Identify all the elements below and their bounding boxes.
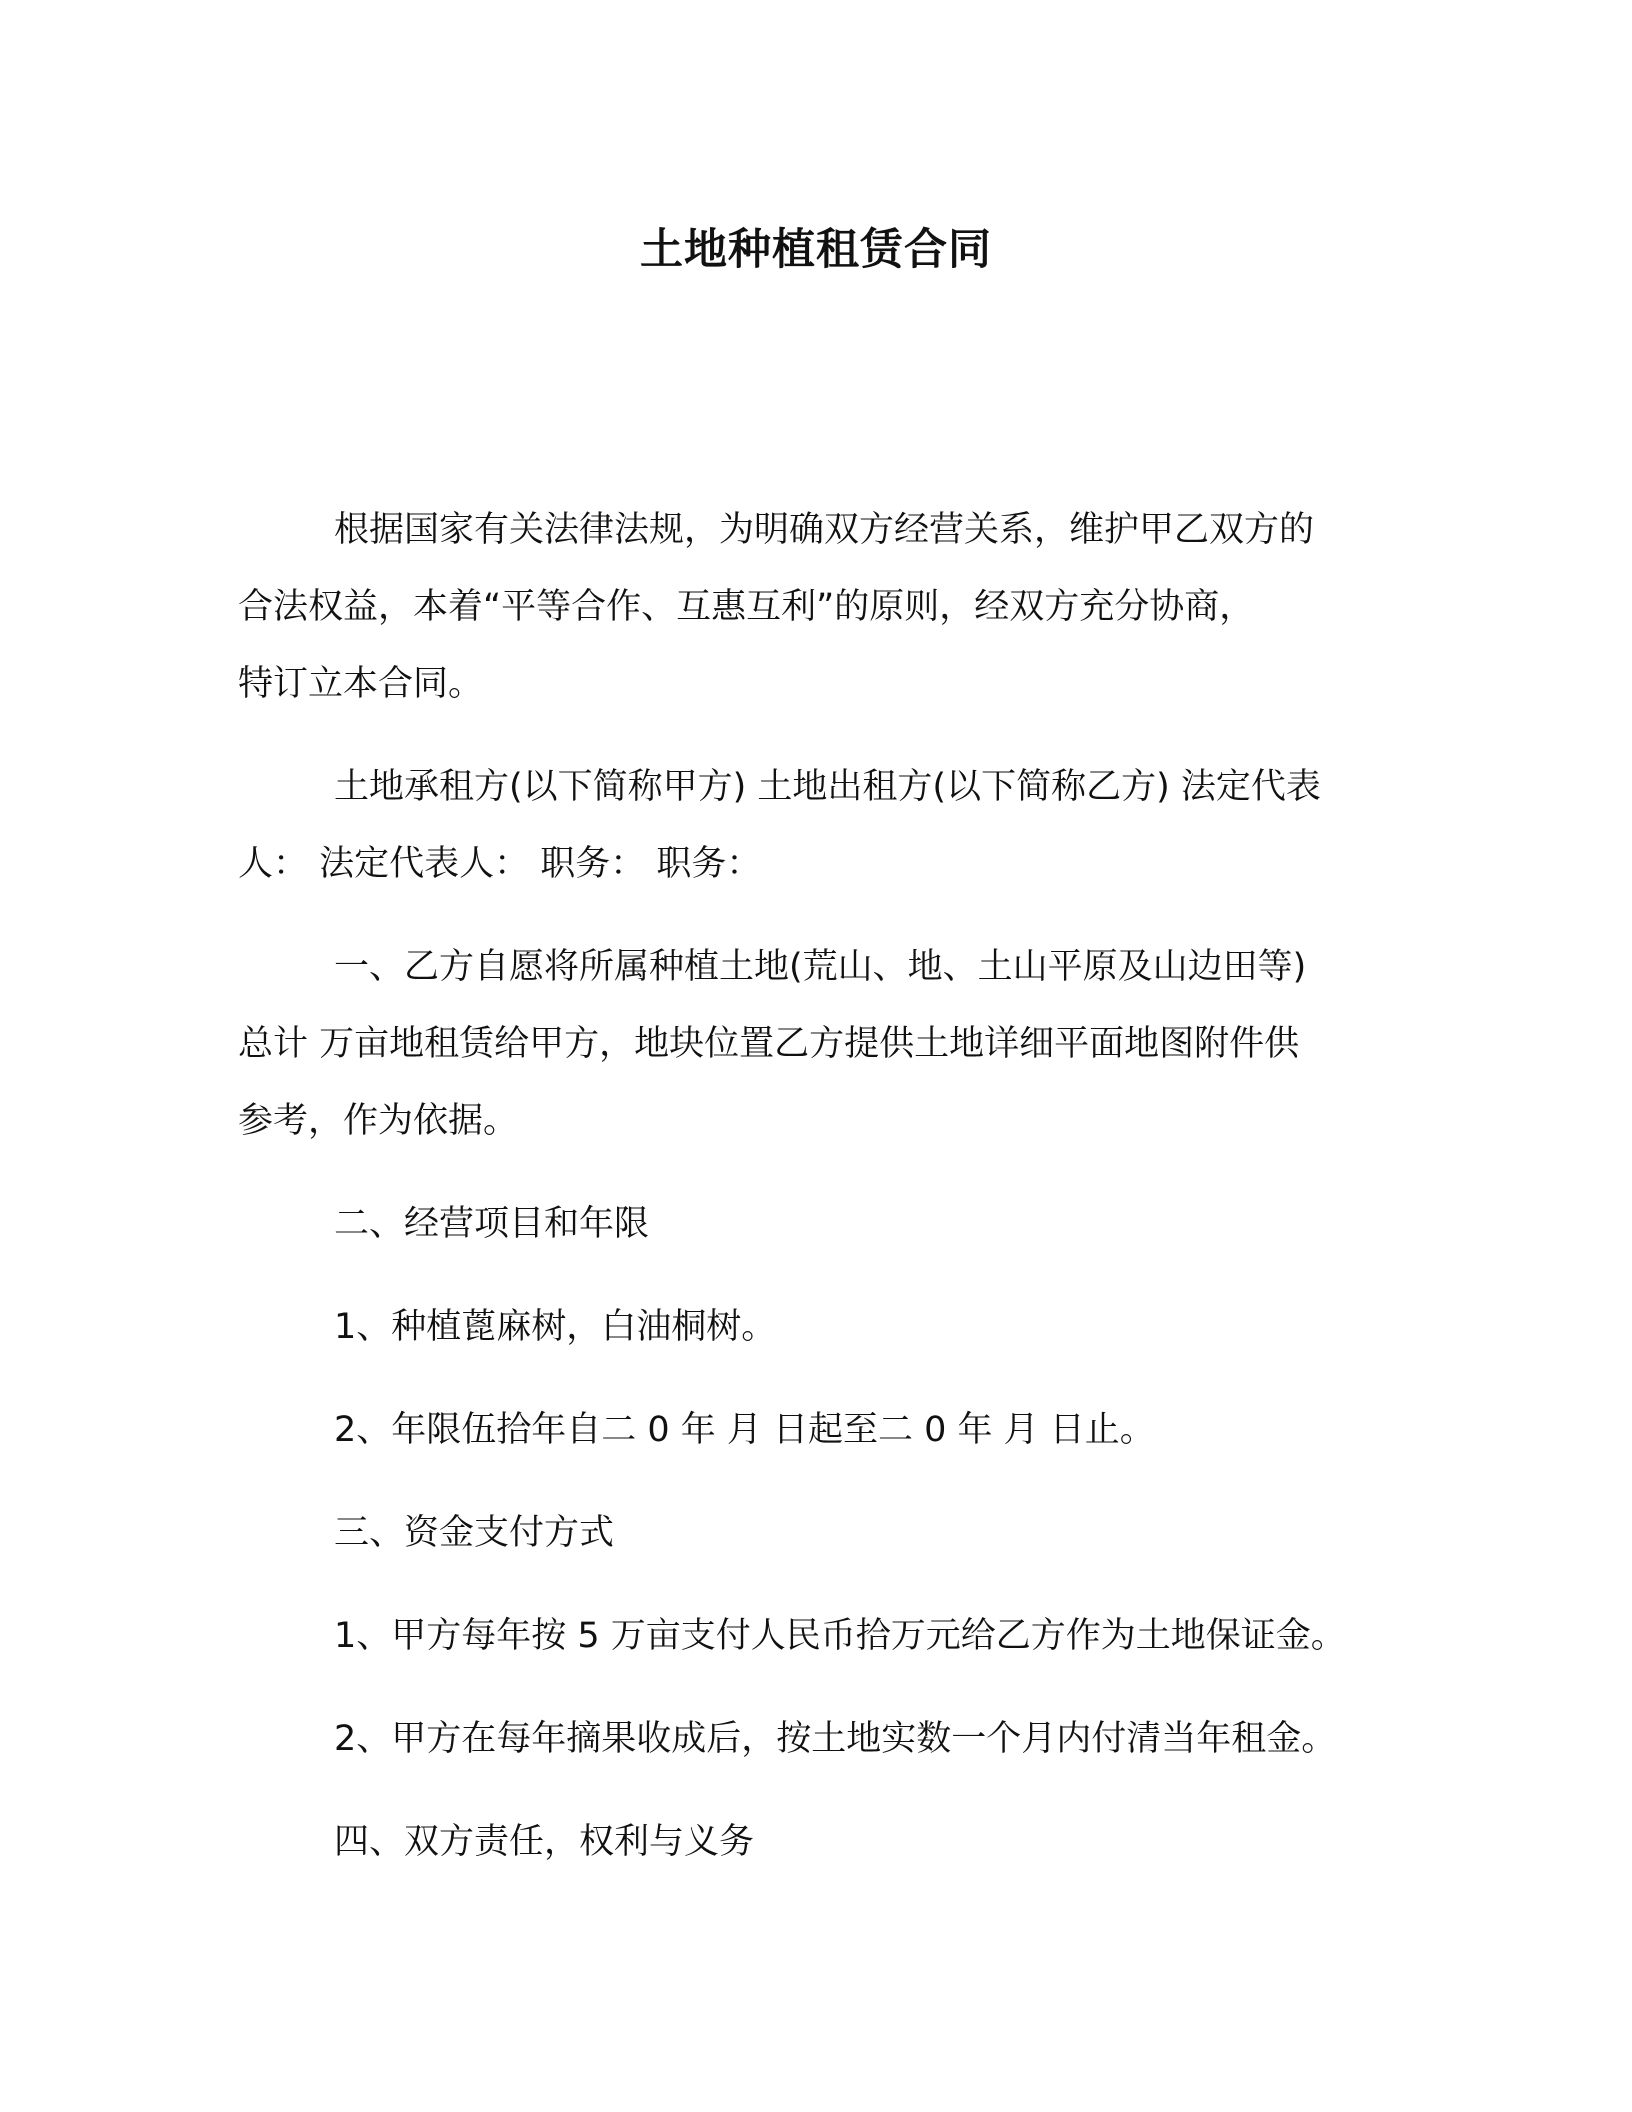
clause-1-paragraph	[238, 929, 1378, 1160]
document-title: 土地种植租赁合同	[640, 225, 992, 275]
parties-line-2: 人： 法定代表人： 职务： 职务：	[238, 844, 762, 884]
section-3-heading: 三、资金支付方式	[334, 1513, 615, 1553]
parties-paragraph	[238, 749, 1378, 903]
clause-1-line-2: 总计 万亩地租赁给甲方，地块位置乙方提供土地详细平面地图附件供	[238, 1024, 1300, 1064]
section-2-item-2: 2、年限伍拾年自二 0 年 月 日起至二 0 年 月 日止。	[334, 1410, 1155, 1450]
section-2-item-1: 1、种植蓖麻树，白油桐树。	[334, 1307, 777, 1347]
intro-line-2: 合法权益，本着“平等合作、互惠互利”的原则，经双方充分协商，	[238, 587, 1255, 627]
clause-1-line-3: 参考，作为依据。	[238, 1101, 519, 1141]
section-2-heading: 二、经营项目和年限	[334, 1204, 650, 1244]
section-3-item-2: 2、甲方在每年摘果收成后，按土地实数一个月内付清当年租金。	[334, 1719, 1337, 1759]
intro-paragraph	[238, 492, 1378, 723]
parties-line-1: 土地承租方(以下简称甲方) 土地出租方(以下简称乙方) 法定代表	[334, 767, 1321, 807]
document-body	[238, 492, 1378, 1881]
section-3-item-1: 1、甲方每年按 5 万亩支付人民币拾万元给乙方作为土地保证金。	[334, 1616, 1346, 1656]
intro-line-1: 根据国家有关法律法规，为明确双方经营关系，维护甲乙双方的	[334, 510, 1315, 550]
intro-line-3: 特订立本合同。	[238, 664, 484, 704]
clause-1-line-1: 一、乙方自愿将所属种植土地(荒山、地、土山平原及山边田等)	[334, 947, 1307, 987]
section-4-heading: 四、双方责任，权利与义务	[334, 1822, 755, 1862]
